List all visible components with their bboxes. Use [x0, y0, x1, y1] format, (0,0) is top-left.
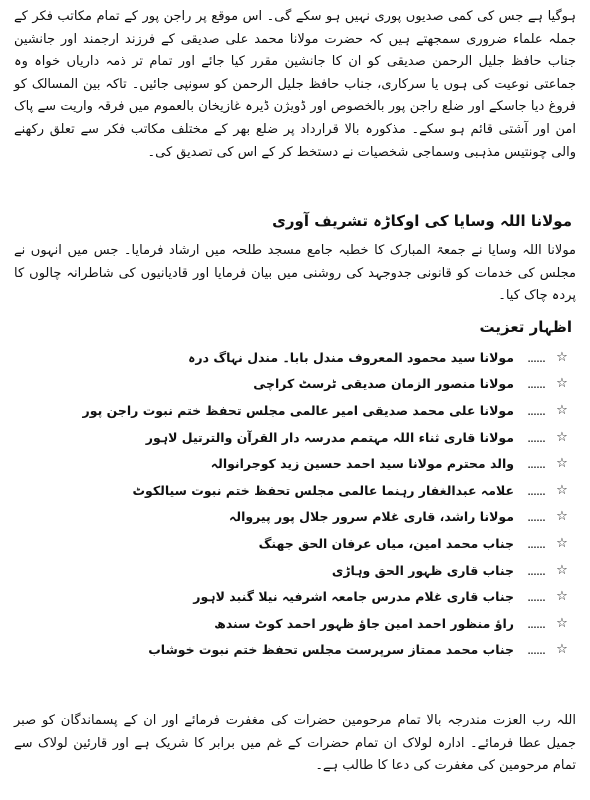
- list-item-text: مولانا علی محمد صدیقی امیر عالمی مجلس تحفظ ختم نبوت راجن پور: [82, 402, 514, 418]
- dot-leader: ......: [527, 376, 545, 392]
- list-item: [12, 530, 572, 557]
- dot-leader: ......: [527, 535, 545, 551]
- list-item-text: علامہ عبدالغفار رہنما عالمی مجلس تحفظ ختم نبوت سیالکوٹ: [132, 482, 514, 498]
- list-item: [12, 477, 572, 504]
- star-icon: ☆: [556, 615, 568, 631]
- star-icon: ☆: [556, 589, 568, 605]
- dot-leader: ......: [527, 402, 545, 418]
- star-icon: ☆: [556, 456, 568, 472]
- dot-leader: ......: [527, 642, 545, 658]
- dot-leader: ......: [527, 429, 545, 445]
- list-item: [12, 424, 572, 451]
- list-item-text: والد محترم مولانا سید احمد حسین زید کوجرانوالہ: [210, 456, 514, 472]
- list-item-text: جناب محمد ممتاز سرپرست مجلس تحفظ ختم نبوت خوشاب: [148, 642, 514, 658]
- list-item: [12, 557, 572, 584]
- paragraph-resolution: ہوگیا ہے جس کی کمی صدیوں پوری نہیں ہو سکے گی۔ اس موقع پر راجن پور کے تمام مکاتب فکر کے جملہ علماء ضروری سمجھتے ہیں کہ حضرت مولانا محمد علی صدیقی کے فرزند ارجمند اور جانشین جناب حافظ جلیل الرحمن صدیقی کو ان کا جانشین مقرر کیا جائے اور تمام تر ذمہ داریاں خواہ وہ جماعتی نوعیت کی ہوں یا سرکاری، جناب حافظ جلیل الرحمن کو سونپی جائیں۔ تاکہ بین المسالک کو فروغ دیا جاسکے اور ضلع راجن پور بالخصوص اور ڈویژن ڈیرہ غازیخان بالعموم میں فرقہ واریت سے پاک امن اور آشتی قائم ہو سکے۔ مذکورہ بالا قرارداد پر ضلع بھر کے مختلف مکاتب فکر سے تعلق رکھنے والی چونتیس مذہبی وسماجی شخصیات نے دستخط کر کے اس کی تصدیق کی۔: [14, 9, 576, 160]
- paragraph-prayer: اللہ رب العزت مندرجہ بالا تمام مرحومین حضرات کی مغفرت فرمائے اور ان کے پسماندگان کو صبر جمیل عطا فرمائے۔ ادارہ لولاک ان تمام حضرات کے غم میں برابر کا شریک ہے اور قارئین لولاک سے تمام مرحومین کی مغفرت کی دعا کا طالب ہے۔: [14, 713, 576, 774]
- list-item: [12, 397, 572, 424]
- list-item: [12, 371, 572, 398]
- list-item-text: مولانا راشد، قاری غلام سرور جلال پور پیروالہ: [229, 509, 514, 525]
- dot-leader: ......: [527, 482, 545, 498]
- star-icon: ☆: [556, 376, 568, 392]
- list-item-text: جناب قاری ظہور الحق وہاڑی: [331, 562, 514, 578]
- star-icon: ☆: [556, 429, 568, 445]
- dot-leader: ......: [527, 615, 545, 631]
- dot-leader: ......: [527, 589, 545, 605]
- list-item-text: مولانا سید محمود المعروف مندل بابا۔ مندل نہاگ درہ: [188, 349, 514, 365]
- list-item-text: مولانا منصور الزمان صدیقی ٹرسٹ کراچی: [253, 376, 514, 392]
- list-item: [12, 450, 572, 477]
- star-icon: ☆: [556, 349, 568, 365]
- star-icon: ☆: [556, 482, 568, 498]
- list-item-text: جناب محمد امین، میاں عرفان الحق جھنگ: [258, 535, 514, 551]
- list-item-text: راؤ منظور احمد امین جاؤ ظہور احمد کوٹ سندھ: [214, 615, 514, 631]
- heading-okara-visit: مولانا اللہ وسایا کی اوکاڑہ تشریف آوری: [272, 212, 572, 230]
- star-icon: ☆: [556, 562, 568, 578]
- star-icon: ☆: [556, 642, 568, 658]
- list-item-text: جناب قاری غلام مدرس جامعہ اشرفیہ نیلا گنبد لاہور: [193, 589, 514, 605]
- list-item: [12, 583, 572, 610]
- list-item: [12, 344, 572, 371]
- star-icon: ☆: [556, 509, 568, 525]
- list-item: [12, 637, 572, 664]
- paragraph-okara-visit: مولانا اللہ وسایا نے جمعۃ المبارک کا خطبہ جامع مسجد طلحہ میں ارشاد فرمایا۔ جس میں انہوں نے مجلس کی خدمات کو قانونی جدوجہد کی روشنی میں بیان فرمایا اور قادیانیوں کی شاطرانہ چالوں کا پردہ چاک کیا۔: [14, 243, 576, 304]
- star-icon: ☆: [556, 402, 568, 418]
- list-item: [12, 610, 572, 637]
- star-icon: ☆: [556, 535, 568, 551]
- dot-leader: ......: [527, 349, 545, 365]
- heading-condolence: اظہار تعزیت: [479, 318, 572, 336]
- condolence-list: [12, 344, 572, 663]
- dot-leader: ......: [527, 509, 545, 525]
- list-item: [12, 504, 572, 531]
- list-item-text: مولانا قاری ثناء اللہ مہتمم مدرسہ دار القرآن والترتیل لاہور: [145, 429, 514, 445]
- dot-leader: ......: [527, 456, 545, 472]
- dot-leader: ......: [527, 562, 545, 578]
